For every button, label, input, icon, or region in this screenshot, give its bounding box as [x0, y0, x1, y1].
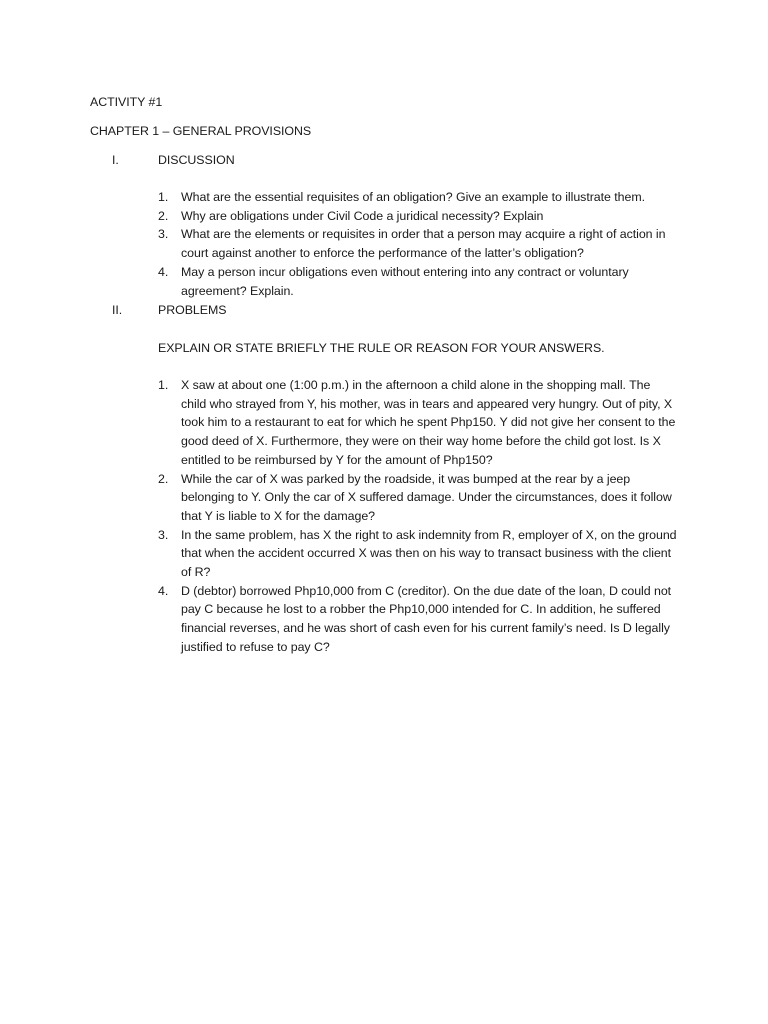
- item-number: 1.: [158, 190, 169, 204]
- item-text: What are the elements or requisites in order that a person may acquire a right of action in court against another to enforce the performance of the latter’s obligation?: [181, 227, 666, 261]
- item-number: 4.: [158, 264, 169, 279]
- discussion-question-list: [158, 188, 678, 300]
- chapter-title: CHAPTER 1 – GENERAL PROVISIONS: [90, 124, 312, 138]
- item-text: Why are obligations under Civil Code a juridical necessity? Explain: [181, 208, 544, 223]
- item-text: In the same problem, has X the right to ask indemnity from R, employer of X, on the ground that when the accident occurred X was then on his way to transact business with the client of R?: [181, 527, 677, 580]
- section-1-title: DISCUSSION: [158, 153, 235, 167]
- list-item: [158, 582, 678, 657]
- list-item: [158, 376, 678, 470]
- list-item: [158, 526, 678, 582]
- item-text: What are the essential requisites of an obligation? Give an example to illustrate them.: [181, 190, 645, 204]
- item-text: D (debtor) borrowed Php10,000 from C (creditor). On the due date of the loan, D could not pay C because he lost to a robber the Php10,000 intended for C. In addition, he suffered financial reverses, and he was short of cash even for his current family’s need. Is D legally justified to refuse to pay C?: [181, 583, 672, 654]
- list-item: [158, 188, 678, 207]
- item-number: 3.: [158, 527, 169, 542]
- item-number: 3.: [158, 227, 169, 242]
- problems-list: [158, 376, 678, 657]
- item-number: 2.: [158, 471, 169, 486]
- list-item: [158, 225, 678, 262]
- activity-title: ACTIVITY #1: [90, 95, 163, 109]
- list-item: [158, 207, 678, 226]
- item-text: While the car of X was parked by the roadside, it was bumped at the rear by a jeep belonging to Y. Only the car of X suffered damage. Under the circumstances, does it follow that Y is liable to X for the damage?: [181, 471, 672, 523]
- item-number: 4.: [158, 583, 169, 598]
- problems-instruction: EXPLAIN OR STATE BRIEFLY THE RULE OR REASON FOR YOUR ANSWERS.: [158, 341, 605, 355]
- item-text: X saw at about one (1:00 p.m.) in the afternoon a child alone in the shopping mall. The child who strayed from Y, his mother, was in tears and appeared very hungry. Out of pity, X took him to a restaurant to eat for which he spent Php150. Y did not give her consent to the good deed of X. Furthermore, they were on their way home before the child got lost. Is X entitled to be reimbursed by Y for the amount of Php150?: [181, 378, 676, 467]
- item-text: May a person incur obligations even without entering into any contract or voluntary agreement? Explain.: [181, 264, 629, 298]
- section-1-numeral: I.: [112, 153, 119, 167]
- item-number: 2.: [158, 208, 169, 223]
- section-2-numeral: II.: [112, 303, 123, 317]
- section-2-title: PROBLEMS: [158, 303, 227, 317]
- list-item: [158, 263, 678, 300]
- list-item: [158, 470, 678, 526]
- item-number: 1.: [158, 378, 169, 392]
